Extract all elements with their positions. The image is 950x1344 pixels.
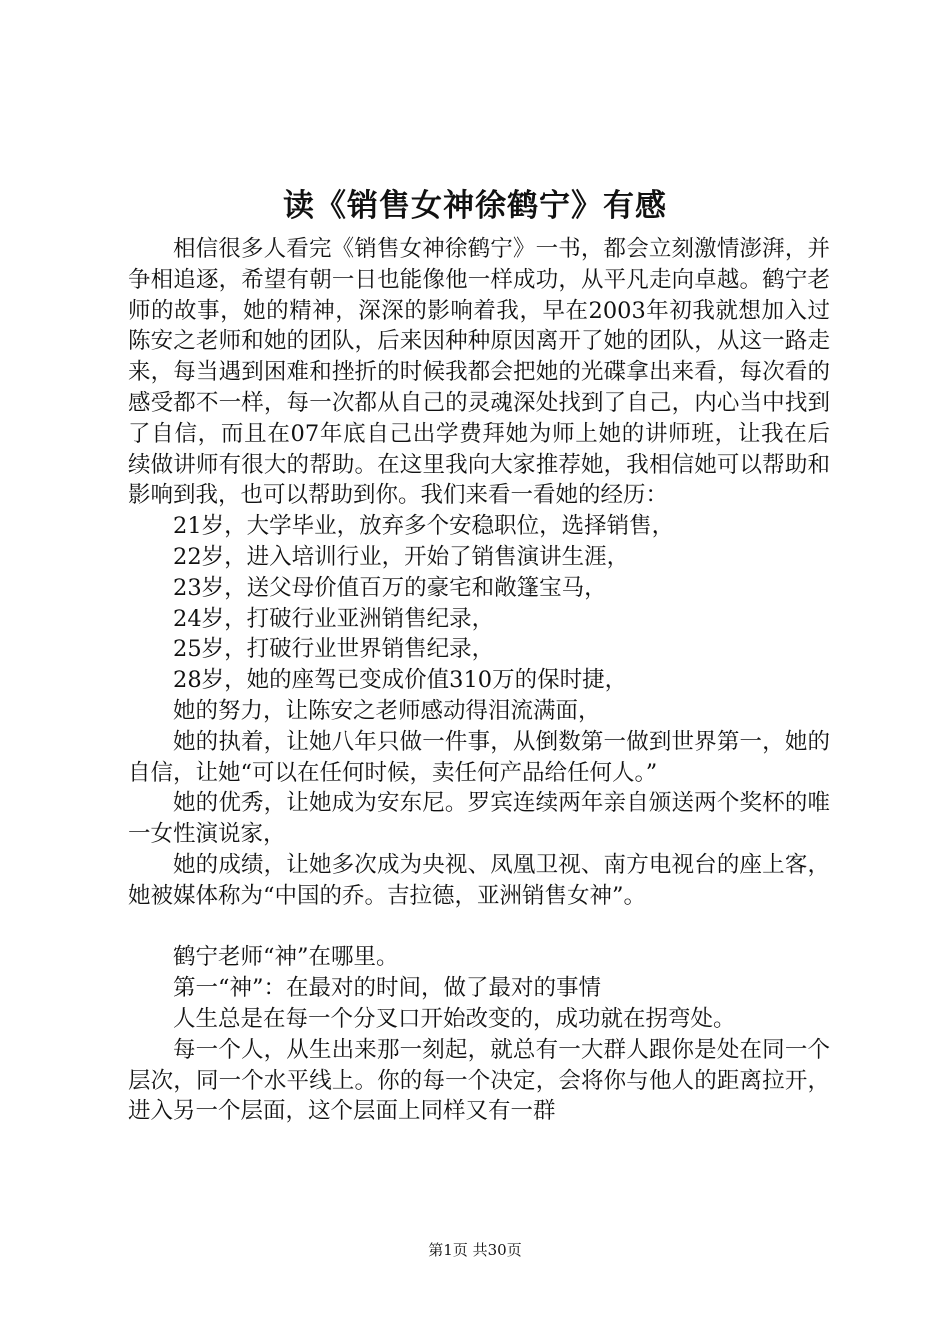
document-title: 读《销售女神徐鹤宁》有感: [283, 188, 667, 224]
paragraph: 她的努力，让陈安之老师感动得泪流满面，: [173, 697, 601, 724]
paragraph: 25岁，打破行业世界销售纪录，: [173, 636, 495, 663]
paragraph: 她的执着，让她八年只做一件事，从倒数第一做到世界第一，她的自信，让她“可以在任何时候，卖任何产品给任何人。”: [128, 728, 830, 786]
paragraph: 她的成绩，让她多次成为央视、凤凰卫视、南方电视台的座上客，她被媒体称为“中国的乔。吉拉德，亚洲销售女神”。: [128, 851, 830, 909]
paragraph: 每一个人，从生出来那一刻起，就总有一大群人跟你是处在同一个层次，同一个水平线上。你的每一个决定，会将你与他人的距离拉开，进入另一个层面，这个层面上同样又有一群: [128, 1036, 830, 1125]
paragraph: 相信很多人看完《销售女神徐鹤宁》一书，都会立刻激情澎湃，并争相追逐，希望有朝一日也能像他一样成功，从平凡走向卓越。鹤宁老师的故事，她的精神，深深的影响着我，早在2003年初我就想加入过陈安之老师和她的团队，后来因种种原因离开了她的团队，从这一路走来，每当遇到困难和挫折的时候我都会把她的光碟拿出来看，每次看的感受都不一样，每一次都从自己的灵魂深处找到了自己，内心当中找到了自信，而且在07年底自己出学费拜她为师上她的讲师班，让我在后续做讲师有很大的帮助。在这里我向大家推荐她，我相信她可以帮助和影响到我，也可以帮助到你。我们来看一看她的经历：: [128, 236, 830, 509]
paragraph: 她的优秀，让她成为安东尼。罗宾连续两年亲自颁送两个奖杯的唯一女性演说家，: [128, 790, 830, 848]
paragraph: 28岁，她的座驾已变成价值310万的保时捷，: [173, 667, 628, 694]
blank-line: [128, 912, 830, 943]
paragraph: 24岁，打破行业亚洲销售纪录，: [173, 605, 495, 632]
page-number-footer: 第1页 共30页: [428, 1241, 522, 1259]
paragraph: 22岁，进入培训行业，开始了销售演讲生涯，: [173, 543, 630, 570]
document-body: [128, 234, 830, 1127]
paragraph: 人生总是在每一个分叉口开始改变的，成功就在拐弯处。: [173, 1005, 736, 1032]
paragraph: 鹤宁老师“神”在哪里。: [173, 944, 399, 971]
paragraph: 21岁，大学毕业，放弃多个安稳职位，选择销售，: [173, 513, 675, 540]
paragraph: 第一“神”：在最对的时间，做了最对的事情: [173, 975, 602, 1002]
paragraph: 23岁，送父母价值百万的豪宅和敞篷宝马，: [173, 574, 607, 601]
